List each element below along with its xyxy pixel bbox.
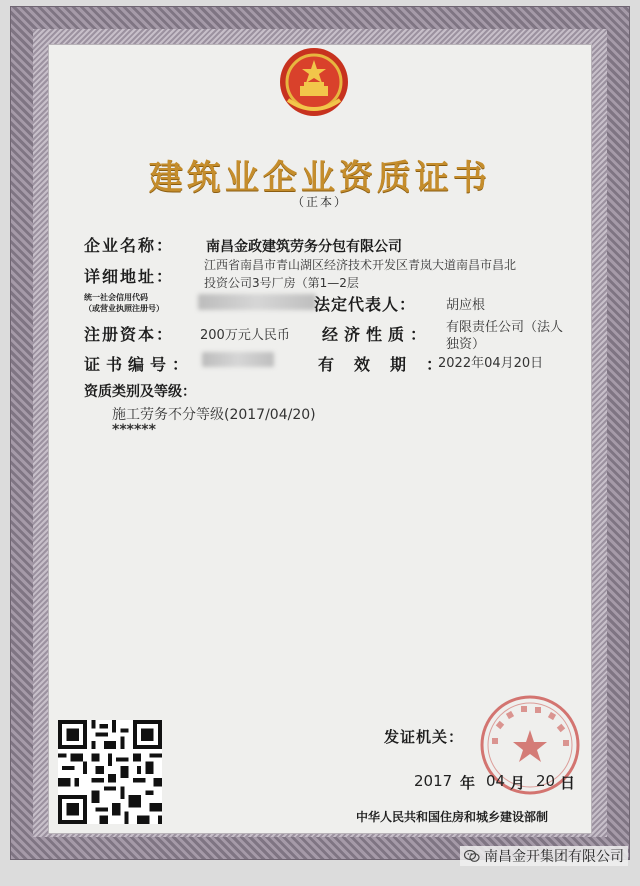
issue-year-char: 年 [460, 774, 478, 792]
issue-month: 04 [486, 772, 506, 790]
legal-rep-label: 法定代表人： [314, 295, 417, 314]
econ-nature-line-1: 有限责任公司（法人 [446, 320, 564, 335]
company-name-value: 南昌金政建筑劳务分包有限公司 [206, 239, 402, 255]
certificate-title: 建筑业企业资质证书 [149, 158, 491, 198]
address-line-1: 江西省南昌市青山湖区经济技术开发区青岚大道南昌市昌北 [204, 258, 517, 272]
issuer-label: 发证机关： [384, 728, 465, 746]
certificate-subtitle: （正本） [291, 195, 348, 209]
wechat-icon [464, 849, 480, 863]
credit-code-redacted [198, 294, 316, 310]
issue-day-char: 日 [560, 774, 578, 792]
qualification-label: 资质类别及等级： [84, 384, 196, 400]
address-label: 详细地址： [84, 267, 175, 286]
issue-month-char: 月 [510, 774, 528, 792]
cert-number-label: 证书编号： [84, 355, 195, 374]
issue-year: 2017 [414, 772, 453, 790]
issue-day: 20 [536, 772, 556, 790]
qualification-item: 施工劳务不分等级(2017/04/20) [112, 407, 316, 423]
legal-rep-value: 胡应根 [446, 298, 486, 313]
qr-code-icon [58, 720, 162, 824]
company-name-label: 企业名称： [84, 236, 175, 255]
capital-label: 注册资本： [84, 325, 175, 344]
issuer-name: 中华人民共和国住房和城乡建设部制 [356, 810, 549, 824]
econ-nature-label: 经济性质： [322, 325, 433, 344]
cert-number-redacted [202, 352, 274, 367]
capital-value: 200万元人民币 [200, 328, 290, 343]
national-emblem-icon [278, 44, 350, 120]
address-line-2: 投资公司3号厂房（第1—2层 [204, 276, 359, 290]
qualification-asterisks: ****** [112, 422, 156, 438]
validity-label: 有效期： [318, 355, 463, 374]
validity-value: 2022年04月20日 [438, 356, 544, 371]
credit-code-label-1: 统一社会信用代码 [84, 293, 148, 302]
econ-nature-line-2: 独资） [446, 337, 486, 352]
credit-code-label-2: （或营业执照注册号） [84, 304, 164, 313]
account-watermark [460, 846, 628, 866]
watermark-text: 南昌金开集团有限公司 [484, 849, 624, 865]
